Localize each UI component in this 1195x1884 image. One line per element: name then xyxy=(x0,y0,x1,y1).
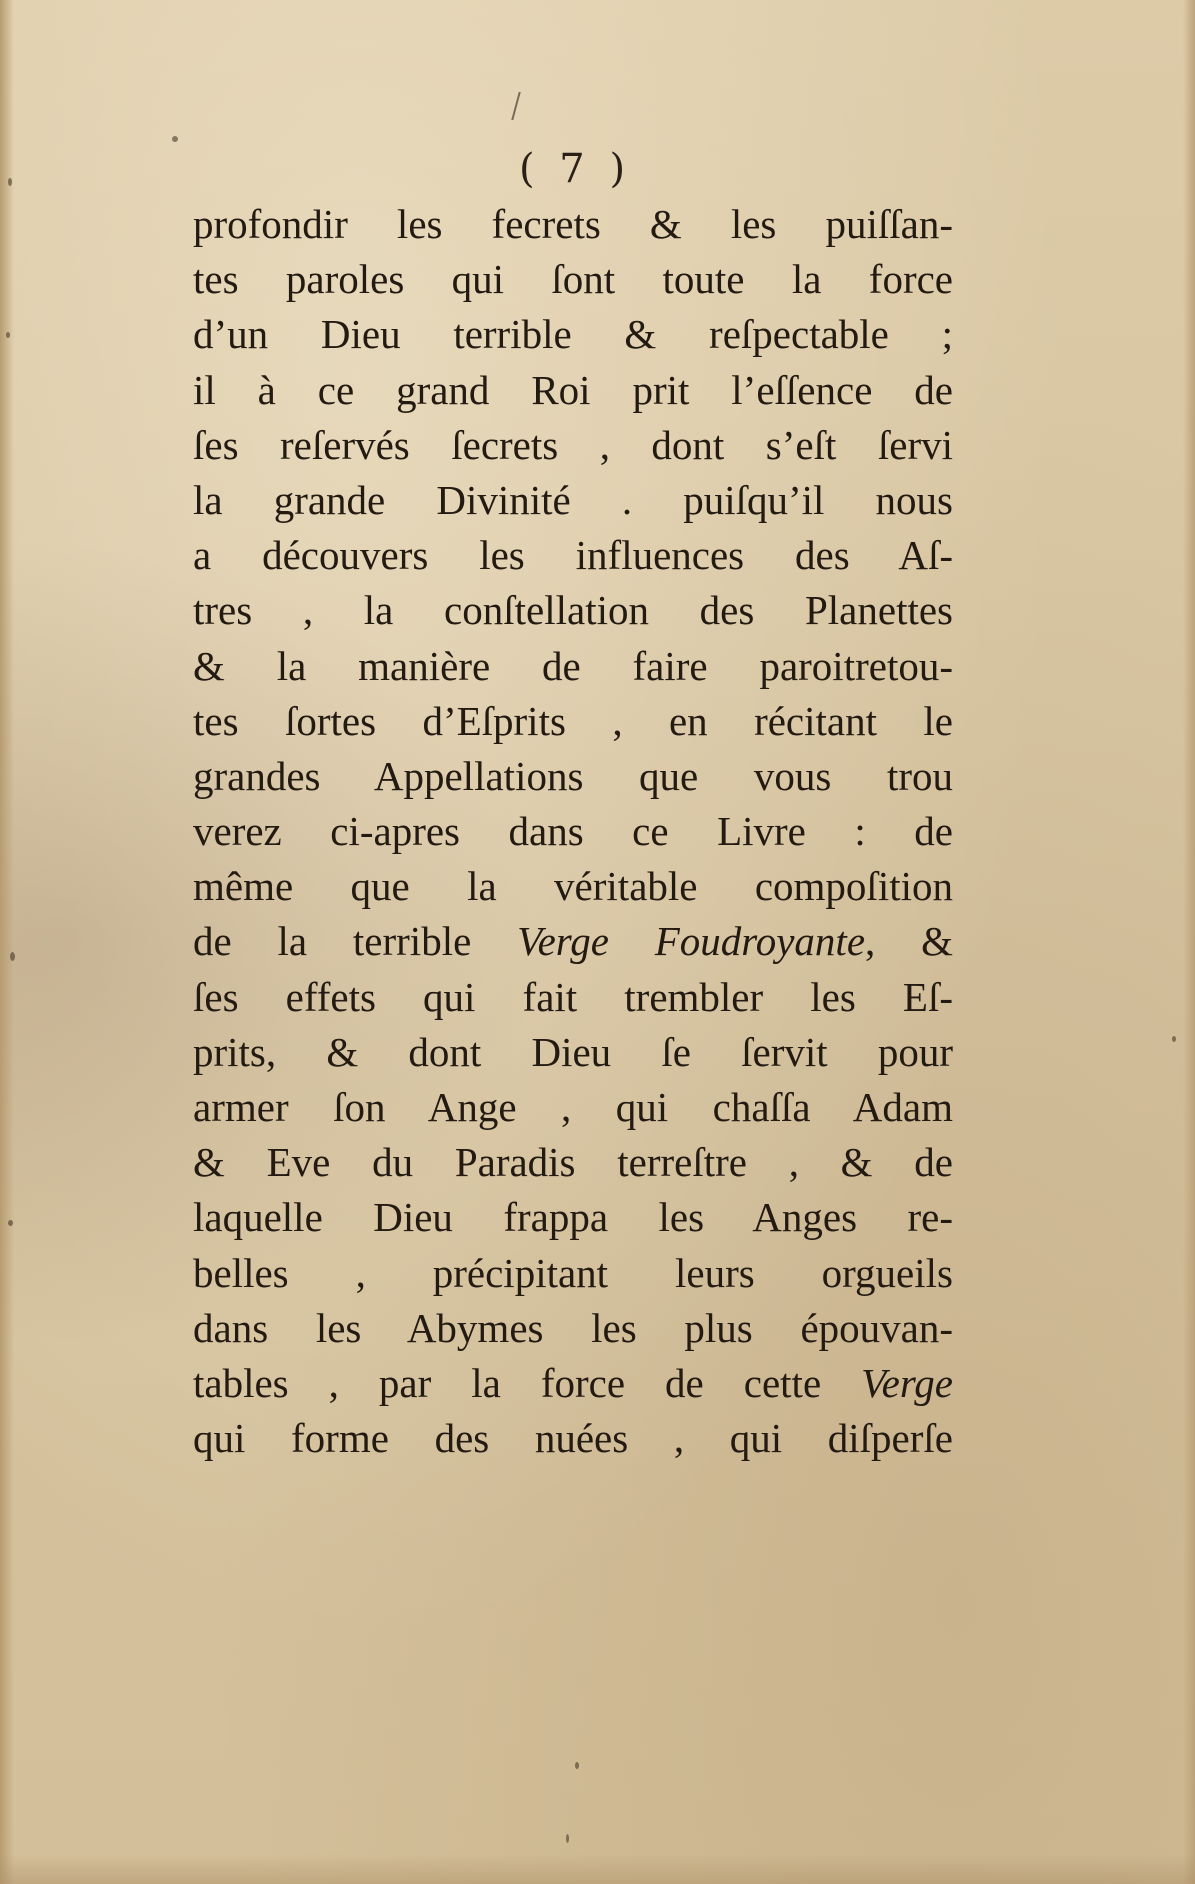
text-line-14-end: , & xyxy=(865,918,953,965)
text-line-21: dans les Abymes les plus épouvan- xyxy=(193,1304,953,1351)
text-line-22 xyxy=(193,1356,953,1411)
text-line-15: ſes effets qui fait trembler les Eſ- xyxy=(193,973,953,1020)
speck xyxy=(172,136,178,142)
page-left-edge xyxy=(0,0,14,1884)
text-line-16: prits, & dont Dieu ſe ſervit pour xyxy=(193,1028,953,1075)
text-line-22-start: tables , par la force de cette xyxy=(193,1359,862,1406)
speck xyxy=(10,952,15,961)
text-line-22-italic: Verge xyxy=(861,1359,953,1406)
text-line-14 xyxy=(193,914,953,969)
text-line-10: tes ſortes d’Eſprits , en récitant le xyxy=(193,697,953,744)
text-line-14-start: de la terrible xyxy=(193,918,518,965)
page-number: ( 7 ) xyxy=(518,146,632,192)
text-line-5: ſes reſervés ſecrets , dont s’eſt ſervi xyxy=(193,421,953,468)
speck xyxy=(6,332,10,338)
text-line-14-italic: Verge Foudroyante xyxy=(517,918,866,965)
text-line-12: verez ci-apres dans ce Livre : de xyxy=(193,808,953,855)
text-line-3: d’un Dieu terrible & reſpectable ; xyxy=(193,311,953,358)
text-line-17: armer ſon Ange , qui chaſſa Adam xyxy=(193,1084,953,1130)
text-line-9: & la manière de faire paroitretou- xyxy=(193,642,953,689)
text-line-2: tes paroles qui ſont toute la force xyxy=(193,256,953,303)
page-bottom-edge xyxy=(0,1854,1195,1884)
text-line-7: a découvers les influences des Aſ- xyxy=(193,532,953,579)
speck xyxy=(8,178,12,186)
text-line-19: laquelle Dieu frappa les Anges re- xyxy=(193,1194,953,1241)
text-line-1: profondir les fecrets & les puiſſan- xyxy=(193,201,953,247)
speck xyxy=(1172,1036,1176,1042)
speck xyxy=(566,1834,569,1843)
speck xyxy=(8,1220,13,1226)
text-line-6: la grande Divinité . puiſqu’il nous xyxy=(193,476,953,523)
body-text xyxy=(193,197,953,1466)
speck xyxy=(575,1762,579,1769)
text-line-8: tres , la conſtellation des Planettes xyxy=(193,587,953,634)
page-right-edge xyxy=(1183,0,1195,1884)
text-line-4: il à ce grand Roi prit l’eſſence de xyxy=(193,366,953,413)
text-line-18: & Eve du Paradis terreſtre , & de xyxy=(193,1139,953,1186)
text-line-23: qui forme des nuées , qui diſperſe xyxy=(193,1415,953,1462)
text-line-11: grandes Appellations que vous trou xyxy=(193,752,953,799)
ink-mark xyxy=(511,92,529,120)
text-line-20: belles , précipitant leurs orgueils xyxy=(193,1249,953,1296)
text-line-13: même que la véritable compoſition xyxy=(193,863,953,910)
